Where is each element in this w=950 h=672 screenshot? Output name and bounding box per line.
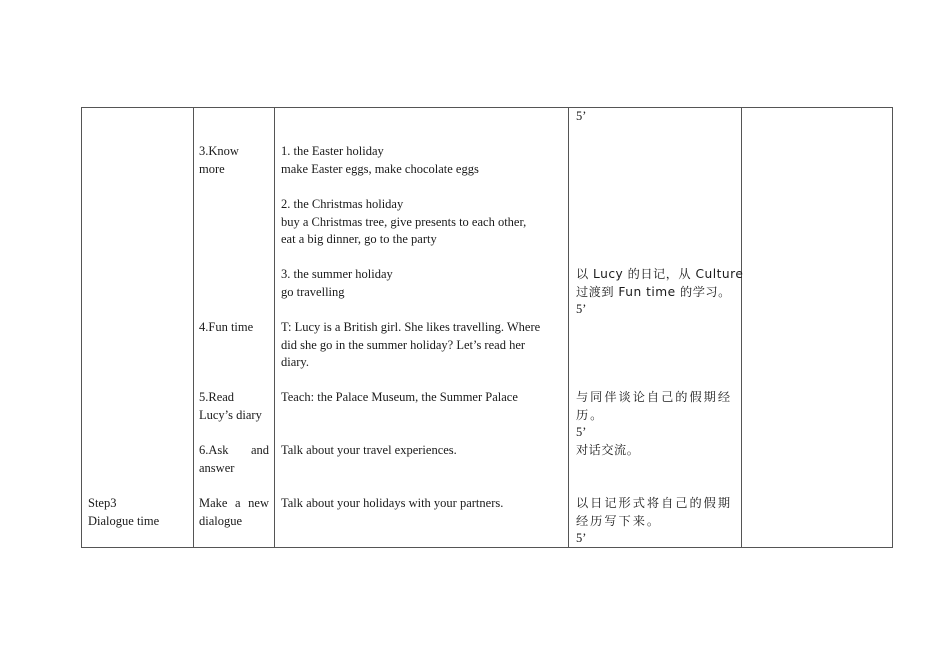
- make-line2: dialogue: [199, 513, 243, 528]
- fun-time-label: 4.Fun time: [199, 320, 254, 334]
- culture-line1: 以 Lucy 的日记，从 Culture: [576, 267, 744, 281]
- holiday-talk-content: [281, 495, 503, 513]
- fun-time-content: [281, 319, 540, 372]
- fun-line2: did she go in the summer holiday? Let’s read her: [281, 337, 526, 352]
- christmas-detail1: buy a Christmas tree, give presents to each other,: [281, 214, 527, 229]
- culture-note: [576, 266, 743, 301]
- step3-title: Step3: [88, 496, 117, 510]
- dialogue-exchange-line: 对话交流。: [576, 443, 640, 457]
- travel-talk-line: Talk about your travel experiences.: [281, 443, 457, 457]
- summer-holiday-block: [281, 266, 393, 301]
- diary-note: [576, 495, 732, 530]
- read-line2: Lucy’s diary: [199, 407, 262, 422]
- christmas-holiday-block: [281, 196, 526, 249]
- step3-subtitle: Dialogue time: [88, 513, 160, 528]
- read-diary-activity: [199, 389, 262, 424]
- time-top: [576, 108, 586, 126]
- make-dialogue-activity: [199, 495, 269, 530]
- column-divider-2: [274, 108, 275, 547]
- partner-line2: 历。: [576, 407, 605, 422]
- know-more-line2: more: [199, 161, 225, 176]
- holiday-talk-line: Talk about your holidays with your partners.: [281, 496, 504, 510]
- time-3: [576, 424, 586, 442]
- time-4-label: 5’: [576, 531, 587, 545]
- column-divider-3: [568, 108, 569, 547]
- make-word1: Make: [199, 496, 228, 510]
- teach-content: [281, 389, 518, 407]
- time-2-label: 5’: [576, 302, 587, 316]
- dialogue-exchange-note: [576, 442, 639, 460]
- make-word3: new: [248, 496, 269, 510]
- summer-title: 3. the summer holiday: [281, 267, 393, 281]
- ask-line2: answer: [199, 460, 235, 475]
- teach-line: Teach: the Palace Museum, the Summer Palace: [281, 390, 518, 404]
- ask-line1: [199, 442, 269, 460]
- diary-line1: 以日记形式将自己的假期: [576, 496, 733, 510]
- make-word2: a: [235, 496, 241, 510]
- know-more-activity: [199, 143, 239, 178]
- ask-word1: 6.Ask: [199, 443, 229, 457]
- make-line1: [199, 495, 269, 513]
- column-divider-1: [193, 108, 194, 547]
- easter-holiday-block: [281, 143, 479, 178]
- time-2: [576, 301, 586, 319]
- step3-cell: [88, 495, 159, 530]
- partner-note: [576, 389, 732, 424]
- culture-line2: 过渡到 Fun time 的学习。: [576, 284, 731, 299]
- fun-line1: T: Lucy is a British girl. She likes travelling. Where: [281, 320, 541, 334]
- ask-answer-activity: [199, 442, 269, 477]
- summer-detail: go travelling: [281, 284, 345, 299]
- partner-line1: 与同伴谈论自己的假期经: [576, 390, 733, 404]
- read-line1: 5.Read: [199, 390, 235, 404]
- time-top-label: 5’: [576, 109, 587, 123]
- christmas-detail2: eat a big dinner, go to the party: [281, 232, 437, 247]
- easter-title: 1. the Easter holiday: [281, 144, 384, 158]
- ask-word2: and: [250, 443, 269, 457]
- easter-detail: make Easter eggs, make chocolate eggs: [281, 161, 479, 176]
- time-4: [576, 530, 586, 548]
- christmas-title: 2. the Christmas holiday: [281, 197, 404, 211]
- time-3-label: 5’: [576, 425, 587, 439]
- travel-talk-content: [281, 442, 457, 460]
- column-divider-4: [741, 108, 742, 547]
- fun-time-activity: [199, 319, 253, 337]
- diary-line2: 经历写下来。: [576, 513, 662, 528]
- fun-line3: diary.: [281, 355, 309, 370]
- know-more-line1: 3.Know: [199, 144, 239, 158]
